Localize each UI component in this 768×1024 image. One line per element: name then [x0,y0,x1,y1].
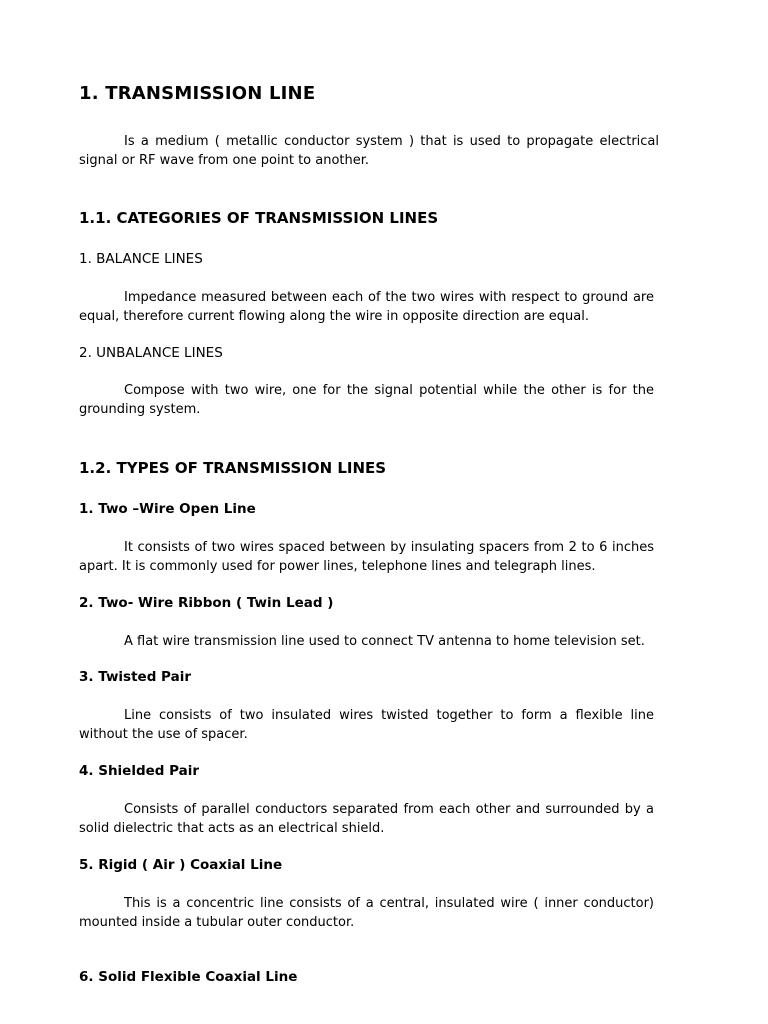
type-title-two-wire-open: 1. Two –Wire Open Line [79,501,256,517]
type-text-shielded-pair: Consists of parallel conductors separated from each other and surrounded by a solid dielectric that acts as an electrical shield. [79,802,654,836]
type-text-twisted-pair: Line consists of two insulated wires twisted together to form a flexible line without the use of spacer. [79,708,654,742]
type-text-rigid-coaxial: This is a concentric line consists of a central, insulated wire ( inner conductor) mounted inside a tubular outer conductor. [79,896,654,930]
category-text-balance: Impedance measured between each of the two wires with respect to ground are equal, therefore current flowing along the wire in opposite direction are equal. [79,290,654,324]
category-text-unbalance: Compose with two wire, one for the signal potential while the other is for the grounding system. [79,383,654,417]
type-title-twisted-pair: 3. Twisted Pair [79,669,191,685]
intro-paragraph: Is a medium ( metallic conductor system ) that is used to propagate electrical signal or RF wave from one point to another. [79,134,659,168]
type-title-solid-flexible-coaxial: 6. Solid Flexible Coaxial Line [79,969,298,985]
type-title-twin-lead: 2. Two- Wire Ribbon ( Twin Lead ) [79,595,334,611]
types-heading: 1.2. TYPES OF TRANSMISSION LINES [79,459,387,477]
type-text-twin-lead: A flat wire transmission line used to connect TV antenna to home television set. [124,634,645,649]
type-title-rigid-coaxial: 5. Rigid ( Air ) Coaxial Line [79,857,283,873]
type-text-two-wire-open: It consists of two wires spaced between by insulating spacers from 2 to 6 inches apart. It is commonly used for power lines, telephone lines and telegraph lines. [79,540,654,574]
categories-heading: 1.1. CATEGORIES OF TRANSMISSION LINES [79,209,439,227]
document-title: 1. TRANSMISSION LINE [79,83,316,104]
category-title-balance: 1. BALANCE LINES [79,251,203,267]
category-title-unbalance: 2. UNBALANCE LINES [79,345,223,361]
type-title-shielded-pair: 4. Shielded Pair [79,763,200,779]
